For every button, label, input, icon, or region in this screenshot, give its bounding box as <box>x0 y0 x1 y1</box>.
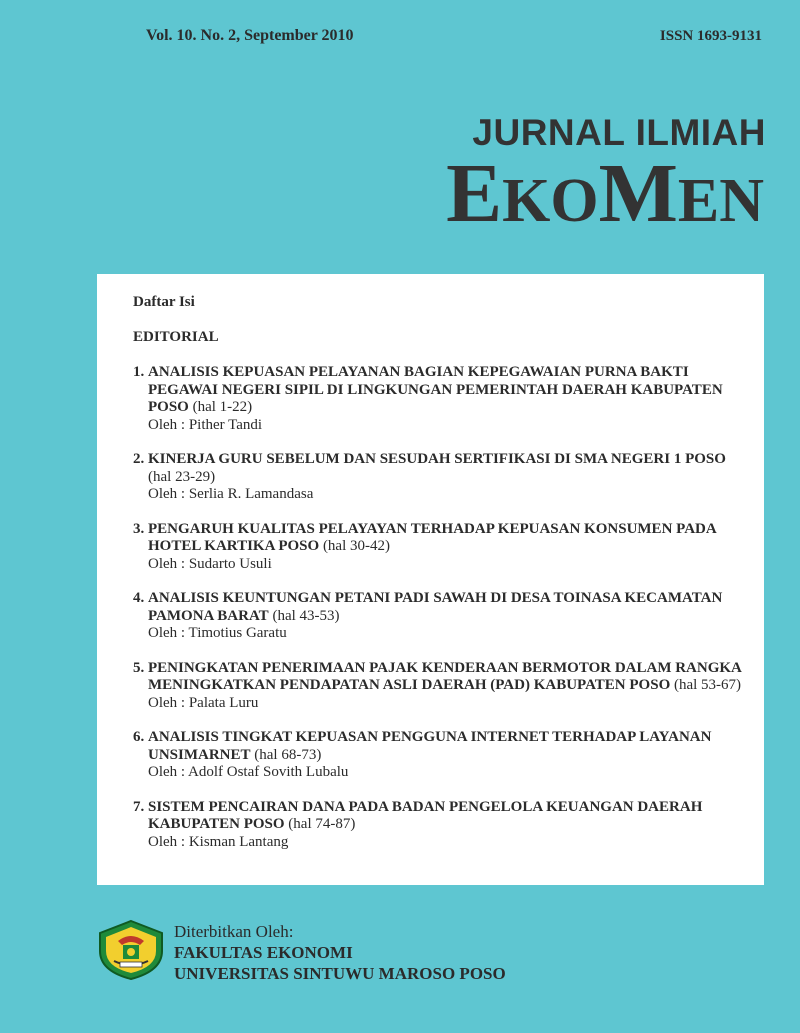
publisher-block <box>96 919 776 989</box>
entry-title: ANALISIS KEUNTUNGAN PETANI PADI SAWAH DI DESA TOINASA KECAMATAN PAMONA BARAT <box>148 590 723 624</box>
brand-part: EN <box>677 167 764 235</box>
entry-number: 4. <box>133 590 145 606</box>
entry-number: 2. <box>133 451 145 467</box>
publisher-university: UNIVERSITAS SINTUWU MAROSO POSO <box>174 964 506 983</box>
editorial-heading: EDITORIAL <box>133 329 219 345</box>
entry-author: Oleh : Adolf Ostaf Sovith Lubalu <box>148 764 349 780</box>
entry-author: Oleh : Pither Tandi <box>148 416 263 433</box>
publisher-text <box>174 921 506 984</box>
toc-entry <box>133 364 743 434</box>
journal-title <box>446 147 764 240</box>
entry-title: SISTEM PENCAIRAN DANA PADA BADAN PENGELOLA KEUANGAN DAERAH KABUPATEN POSO <box>148 798 703 832</box>
entry-title: ANALISIS KEPUASAN PELAYANAN BAGIAN KEPEGAWAIAN PURNA BAKTI PEGAWAI NEGERI SIPIL DI LINGKUNGAN PEMERINTAH DAERAH KABUPATEN POSO <box>148 364 723 415</box>
university-crest-icon <box>96 919 166 981</box>
issn-number: ISSN 1693-9131 <box>659 28 762 44</box>
entry-author: Oleh : Sudarto Usuli <box>148 555 272 572</box>
entry-title: KINERJA GURU SEBELUM DAN SESUDAH SERTIFIKASI DI SMA NEGERI 1 POSO <box>148 451 726 467</box>
entry-number: 3. <box>133 520 145 537</box>
toc-entry <box>133 521 743 574</box>
brand-part: E <box>446 147 503 240</box>
publisher-faculty: FAKULTAS EKONOMI <box>174 943 353 962</box>
toc-entry <box>133 729 743 782</box>
entry-author: Oleh : Kisman Lantang <box>148 833 289 850</box>
toc-entry <box>133 590 743 643</box>
toc-entry <box>133 660 743 713</box>
entry-title: PENINGKATAN PENERIMAAN PAJAK KENDERAAN BERMOTOR DALAM RANGKA MENINGKATKAN PENDAPATAN ASLI DAERAH (PAD) KABUPATEN POSO <box>148 659 742 693</box>
toc-entries <box>133 364 743 868</box>
journal-label: JURNAL ILMIAH <box>472 112 766 153</box>
entry-number: 6. <box>133 729 145 745</box>
entry-title: PENGARUH KUALITAS PELAYAYAN TERHADAP KEPUASAN KONSUMEN PADA HOTEL KARTIKA POSO <box>148 520 716 554</box>
entry-author: Oleh : Timotius Garatu <box>148 625 287 641</box>
brand-part: M <box>598 147 678 240</box>
table-of-contents <box>97 274 764 885</box>
entry-number: 5. <box>133 659 145 676</box>
entry-number: 7. <box>133 798 145 815</box>
entry-pages: (hal 68-73) <box>254 746 322 763</box>
entry-pages: (hal 23-29) <box>148 468 216 485</box>
toc-entry <box>133 451 743 504</box>
entry-title: ANALISIS TINGKAT KEPUASAN PENGGUNA INTERNET TERHADAP LAYANAN UNSIMARNET <box>148 729 712 763</box>
toc-heading: Daftar Isi <box>133 294 195 310</box>
entry-pages: (hal 30-42) <box>322 538 390 554</box>
entry-pages: (hal 53-67) <box>673 677 742 693</box>
publisher-label: Diterbitkan Oleh: <box>174 922 294 941</box>
volume-info: Vol. 10. No. 2, September 2010 <box>146 27 354 44</box>
brand-part: KO <box>502 167 599 235</box>
entry-pages: (hal 1-22) <box>192 399 253 415</box>
entry-pages: (hal 43-53) <box>272 607 340 624</box>
toc-entry <box>133 799 743 852</box>
entry-number: 1. <box>133 364 145 380</box>
entry-pages: (hal 74-87) <box>288 816 356 832</box>
entry-author: Oleh : Palata Luru <box>148 694 259 711</box>
entry-author: Oleh : Serlia R. Lamandasa <box>148 486 314 502</box>
